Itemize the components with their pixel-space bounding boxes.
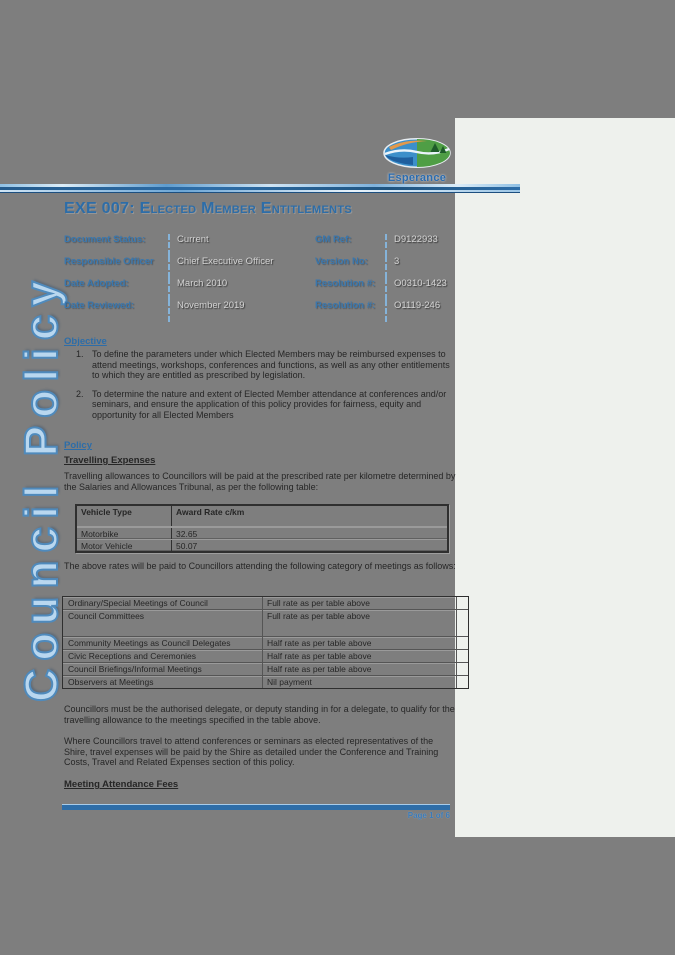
cell-award-rate: 50.07	[176, 541, 198, 551]
meta-value: D9122933	[385, 234, 456, 256]
cell-meeting-type: Council Briefings/Informal Meetings	[63, 663, 263, 675]
esperance-logo-icon	[383, 138, 451, 168]
cell-rate: Half rate as per table above	[263, 650, 457, 662]
metadata-row	[64, 256, 456, 278]
list-item-number: 2.	[76, 388, 84, 399]
column-header-award-rate: Award Rate c/km	[176, 507, 245, 517]
metadata-block	[64, 234, 456, 322]
cell-meeting-type: Community Meetings as Council Delegates	[63, 637, 263, 649]
delegate-note-paragraph: Councillors must be the authorised delegate, or deputy standing in for a delegate, to qualify for the travelling allowance to the meetings specified in the table above.	[64, 704, 455, 725]
blank-page-panel	[455, 118, 675, 837]
meta-label: Date Reviewed:	[64, 300, 135, 311]
table-row	[63, 663, 468, 676]
header-divider-line	[0, 184, 520, 196]
table-row	[63, 676, 468, 688]
cell-empty	[457, 676, 468, 688]
policy-heading: Policy	[64, 440, 92, 451]
meta-value: O1119-246	[385, 300, 456, 322]
conference-note-paragraph: Where Councillors travel to attend conferences or seminars as elected representatives of the Shire, travel expenses will be paid by the Shire as detailed under the Conference and Training Costs, Travel and Related Expenses section of this policy.	[64, 736, 439, 767]
meta-label: Resolution #:	[315, 278, 376, 289]
meta-value: March 2010	[168, 278, 315, 300]
table-row	[63, 610, 468, 637]
list-item	[76, 349, 452, 381]
cell-empty	[457, 597, 468, 609]
cell-vehicle-type: Motor Vehicle	[77, 540, 172, 551]
divider-stripe	[0, 192, 520, 193]
objective-list	[76, 349, 452, 428]
objective-heading: Objective	[64, 336, 107, 347]
meta-label: Responsible Officer	[64, 256, 154, 267]
cell-meeting-type: Civic Receptions and Ceremonies	[63, 650, 263, 662]
travelling-expenses-heading: Travelling Expenses	[64, 455, 156, 466]
column-header-vehicle-type: Vehicle Type	[77, 506, 172, 526]
meta-label: Resolution #:	[315, 300, 376, 311]
meta-value: November 2019	[168, 300, 315, 322]
logo-wordmark: Esperance	[387, 172, 447, 184]
metadata-row	[64, 234, 456, 256]
cell-rate: Nil payment	[263, 676, 457, 688]
page-number-label: Page 1 of 6	[407, 811, 450, 820]
sidebar-council-policy-label: Council Policy	[15, 273, 67, 702]
meta-label: Document Status:	[64, 234, 146, 245]
metadata-row	[64, 278, 456, 300]
cell-rate: Half rate as per table above	[263, 663, 457, 675]
list-item	[76, 389, 452, 421]
list-item-text: To determine the nature and extent of Elected Member attendance at conferences and/or seminars, and ensure the application of this policy provides for fairness, equity and opportunity for all Elected Members	[92, 388, 447, 420]
cell-meeting-type: Observers at Meetings	[63, 676, 263, 688]
list-item-number: 1.	[76, 349, 84, 359]
vehicle-rates-table	[75, 504, 449, 553]
meeting-attendance-fees-heading: Meeting Attendance Fees	[64, 779, 179, 790]
footer-divider-bar	[62, 804, 450, 810]
cell-meeting-type: Council Committees	[63, 610, 263, 636]
cell-empty	[457, 637, 468, 649]
cell-rate: Full rate as per table above	[263, 610, 457, 636]
table-row	[63, 637, 468, 650]
list-item-text: To define the parameters under which Elected Members may be reimbursed expenses to attend meetings, workshops, conferences and functions, as well as any other entitlements to which they are entitled as prescribed by legislation.	[92, 349, 450, 380]
cell-vehicle-type: Motorbike	[77, 528, 172, 539]
rates-note-paragraph: The above rates will be paid to Councillors attending the following category of meetings as follows:	[64, 561, 456, 571]
meta-value: 3	[385, 256, 456, 278]
cell-empty	[457, 610, 468, 636]
meta-label: Version No:	[315, 256, 368, 267]
cell-empty	[457, 663, 468, 675]
cell-award-rate: 32.65	[176, 529, 198, 539]
esperance-shire-logo	[382, 138, 452, 187]
meta-label: Date Adopted:	[64, 278, 129, 289]
table-header-row	[77, 506, 447, 527]
meta-value: Current	[168, 234, 315, 256]
cell-rate: Full rate as per table above	[263, 597, 457, 609]
meta-label: GM Ref:	[315, 234, 352, 245]
cell-rate: Half rate as per table above	[263, 637, 457, 649]
meta-value: Chief Executive Officer	[168, 256, 315, 278]
page-title: EXE 007: Elected Member Entitlements	[64, 200, 353, 217]
meeting-categories-table	[62, 596, 469, 689]
table-row	[63, 597, 468, 610]
travelling-intro-paragraph: Travelling allowances to Councillors will be paid at the prescribed rate per kilometre determined by the Salaries and Allowances Tribunal, as per the following table:	[64, 471, 456, 492]
table-row	[77, 527, 447, 539]
metadata-row	[64, 300, 456, 322]
cell-meeting-type: Ordinary/Special Meetings of Council	[63, 597, 263, 609]
meta-value: O0310-1423	[385, 278, 456, 300]
table-row	[77, 539, 447, 551]
table-row	[63, 650, 468, 663]
cell-empty	[457, 650, 468, 662]
